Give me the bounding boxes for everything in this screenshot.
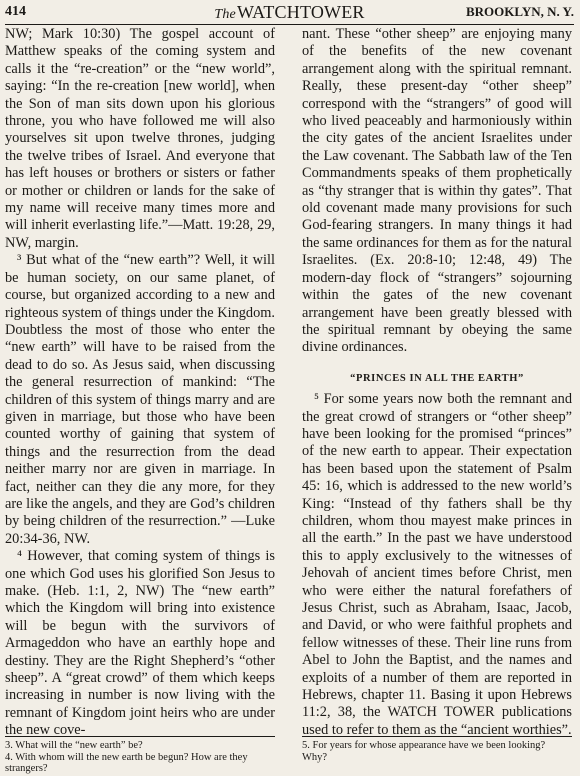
dateline-location: BROOKLYN, N. Y. xyxy=(466,4,574,19)
paragraph-5: ⁵ For some years now both the remnant and the great crowd of strangers or “other sheep” have been looking for the promised “princes” of the new earth to appear. Their expectation has been based upon the statement of Psalm 45: 16, which is addressed to the new world’s King: “Instead of thy fathers shall be thy children, whom thou mayest make princes in all the earth.” In the past we have understood this to apply exclusively to the witnesses of Jehovah of ancient times before Christ, men who were either the natural forefathers of Jesus Christ, such as Abraham, Isaac, Jacob, and David, or who were faithful prophets and fellow witnesses of these. Their line runs from Abel to John the Baptist, and the names and exploits of a number of them are reported in Hebrews, chapter 11. Basing it upon Hebrews 11:2, 38, the WATCH TOWER publications used to refer to them as the “ancient worthies”. xyxy=(302,391,572,738)
footnotes-right xyxy=(302,736,572,763)
paragraph-4-continued: nant. These “other sheep” are enjoying many of the benefits of the new covenant arrangement along with the spiritual remnant. Really, these present-day “other sheep” correspond with the “strangers” of good will who lived peaceably and harmoniously within the city gates of the ancient Israelites under the Law covenant. The Sabbath law of the Ten Commandments speaks of them prophetically as “thy stranger that is within thy gates”. That old covenant made many provisions for such God-fearing strangers. In many things it had the same ordinances for them as for the natural Israelites. (Ex. 20:8-10; 12:48, 49) The modern-day flock of “strangers” sojourning within the gates of the new covenant arrangement have been greatly blessed with the spiritual remnant by obeying the same divine ordinances. xyxy=(302,26,572,356)
left-column xyxy=(5,26,275,740)
masthead-main: WATCHTOWER xyxy=(236,2,365,22)
section-subheading: “PRINCES IN ALL THE EARTH” xyxy=(350,372,524,384)
right-column xyxy=(302,26,572,739)
masthead-the: The xyxy=(214,7,236,22)
footnotes-left xyxy=(5,736,275,775)
paragraph-3: ³ But what of the “new earth”? Well, it will be human society, on our same planet, of course, but organized according to a new and righteous system of things under the Kingdom. Doubtless the most of those who enter the “new earth” will have to be raised from the dead to do so. As Jesus said, when discussing the general resurrection of mankind: “The children of this system of things marry and are given in marriage, but those who have been counted worthy of gaining that system of things and the resurrection from the dead neither marry nor are given in marriage. In fact, neither can they die any more, for they are like the angels, and they are God’s children by being children of the resurrection.” —Luke 20:34-36, NW. xyxy=(5,252,275,547)
paragraph-4: ⁴ However, that coming system of things is one which God uses his glorified Son Jesus to make. (Heb. 1:1, 2, NW) The “new earth” which the Kingdom will bring into existence will be begun with the survivors of Armageddon who have an earthly hope and destiny. They are the Right Shepherd’s “other sheep”. A “great crowd” of them which keeps increasing in number is now living with the remnant of Kingdom joint heirs who are under the new cove- xyxy=(5,548,275,739)
page-header xyxy=(5,2,574,24)
study-question-4: 4. With whom will the new earth be begun? How are they strangers? xyxy=(5,751,248,774)
page-number: 414 xyxy=(5,4,26,19)
study-question-5: 5. For years for whose appearance have we been looking? Why? xyxy=(302,740,546,763)
paragraph-2-continued: NW; Mark 10:30) The gospel account of Matthew speaks of the coming system and calls it the “re-creation” or the “new world”, saying: “In the re-creation [new world], when the Son of man sits down upon his glorious throne, you who have followed me will also yourselves sit upon twelve thrones, judging the twelve tribes of Israel. And everyone that has left houses or brothers or sisters or father or mother or children or lands for the sake of my name will receive many times more and will inherit everlasting life.”—Matt. 19:28, 29, NW, margin. xyxy=(5,26,275,251)
header-rule xyxy=(5,24,574,25)
study-question-3: 3. What will the “new earth” be? xyxy=(5,740,143,751)
